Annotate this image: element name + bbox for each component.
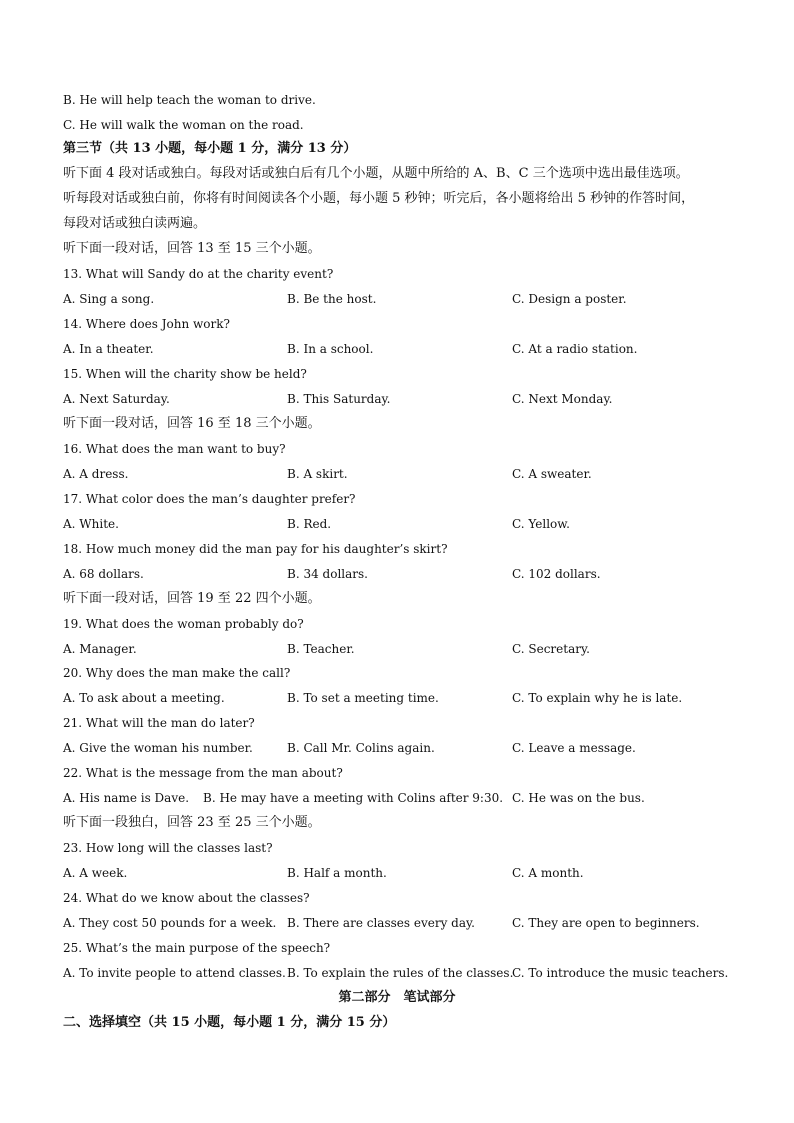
instruction-line: 听每段对话或独白前，你将有时间阅读各个小题，每小题 5 秒钟；听完后，各小题将给出 5 秒钟的作答时间，	[63, 191, 695, 206]
option-b: B. To set a meeting time.	[287, 691, 439, 705]
option-b: B. To explain the rules of the classes.	[287, 966, 514, 980]
option-c: C. Next Monday.	[512, 392, 613, 406]
option-c: C. Leave a message.	[512, 741, 636, 755]
section-title: 二、选择填空（共 15 小题，每小题 1 分，满分 15 分）	[63, 1015, 396, 1030]
option-c: C. Design a poster.	[512, 292, 627, 306]
option-b: B. Red.	[287, 517, 332, 531]
question: 16. What does the man want to buy?	[63, 442, 286, 456]
option-a: A. To invite people to attend classes.	[63, 966, 286, 980]
option-c: C. To introduce the music teachers.	[512, 966, 729, 980]
option-line: B. He will help teach the woman to drive.	[63, 93, 316, 107]
question: 14. Where does John work?	[63, 317, 230, 331]
option-c: C. Secretary.	[512, 642, 590, 656]
option-a: A. A dress.	[63, 467, 129, 481]
question: 22. What is the message from the man about?	[63, 766, 343, 780]
option-c: C. A sweater.	[512, 467, 592, 481]
option-b: B. Be the host.	[287, 292, 377, 306]
option-a: A. To ask about a meeting.	[63, 691, 225, 705]
option-b: B. He may have a meeting with Colins after 9:30.	[203, 791, 504, 805]
direction-line: 听下面一段独白，回答 23 至 25 三个小题。	[63, 815, 321, 830]
option-b: B. Teacher.	[287, 642, 355, 656]
option-c: C. 102 dollars.	[512, 567, 601, 581]
option-b: B. This Saturday.	[287, 392, 391, 406]
direction-line: 听下面一段对话，回答 16 至 18 三个小题。	[63, 416, 321, 431]
option-a: A. Sing a song.	[63, 292, 155, 306]
question: 21. What will the man do later?	[63, 716, 255, 730]
option-c: C. A month.	[512, 866, 584, 880]
question: 15. When will the charity show be held?	[63, 367, 307, 381]
option-b: B. A skirt.	[287, 467, 348, 481]
question: 24. What do we know about the classes?	[63, 891, 310, 905]
section-title: 第三节（共 13 小题，每小题 1 分，满分 13 分）	[63, 141, 357, 156]
option-c: C. They are open to beginners.	[512, 916, 700, 930]
option-b: B. In a school.	[287, 342, 374, 356]
option-a: A. Give the woman his number.	[63, 741, 253, 755]
option-b: B. There are classes every day.	[287, 916, 475, 930]
option-b: B. Call Mr. Colins again.	[287, 741, 435, 755]
option-a: A. They cost 50 pounds for a week.	[63, 916, 277, 930]
option-a: A. White.	[63, 517, 119, 531]
question: 13. What will Sandy do at the charity event?	[63, 267, 334, 281]
question: 17. What color does the man’s daughter prefer?	[63, 492, 356, 506]
option-b: B. 34 dollars.	[287, 567, 368, 581]
option-line: C. He will walk the woman on the road.	[63, 118, 304, 132]
question: 23. How long will the classes last?	[63, 841, 273, 855]
part-title: 第二部分 笔试部分	[338, 990, 456, 1005]
option-a: A. 68 dollars.	[63, 567, 144, 581]
option-c: C. Yellow.	[512, 517, 570, 531]
direction-line: 听下面一段对话，回答 19 至 22 四个小题。	[63, 591, 321, 606]
instruction-line: 听下面 4 段对话或独白。每段对话或独白后有几个小题，从题中所给的 A、B、C 三个选项中选出最佳选项。	[63, 166, 689, 181]
option-c: C. He was on the bus.	[512, 791, 645, 805]
question: 19. What does the woman probably do?	[63, 617, 304, 631]
option-a: A. A week.	[63, 866, 128, 880]
option-a: A. His name is Dave.	[63, 791, 190, 805]
option-c: C. To explain why he is late.	[512, 691, 683, 705]
option-c: C. At a radio station.	[512, 342, 638, 356]
option-a: A. In a theater.	[63, 342, 154, 356]
option-a: A. Next Saturday.	[63, 392, 170, 406]
question: 20. Why does the man make the call?	[63, 666, 291, 680]
option-b: B. Half a month.	[287, 866, 387, 880]
option-a: A. Manager.	[63, 642, 137, 656]
direction-line: 听下面一段对话，回答 13 至 15 三个小题。	[63, 241, 321, 256]
question: 25. What’s the main purpose of the speech?	[63, 941, 331, 955]
instruction-line: 每段对话或独白读两遍。	[63, 216, 207, 231]
question: 18. How much money did the man pay for his daughter’s skirt?	[63, 542, 448, 556]
